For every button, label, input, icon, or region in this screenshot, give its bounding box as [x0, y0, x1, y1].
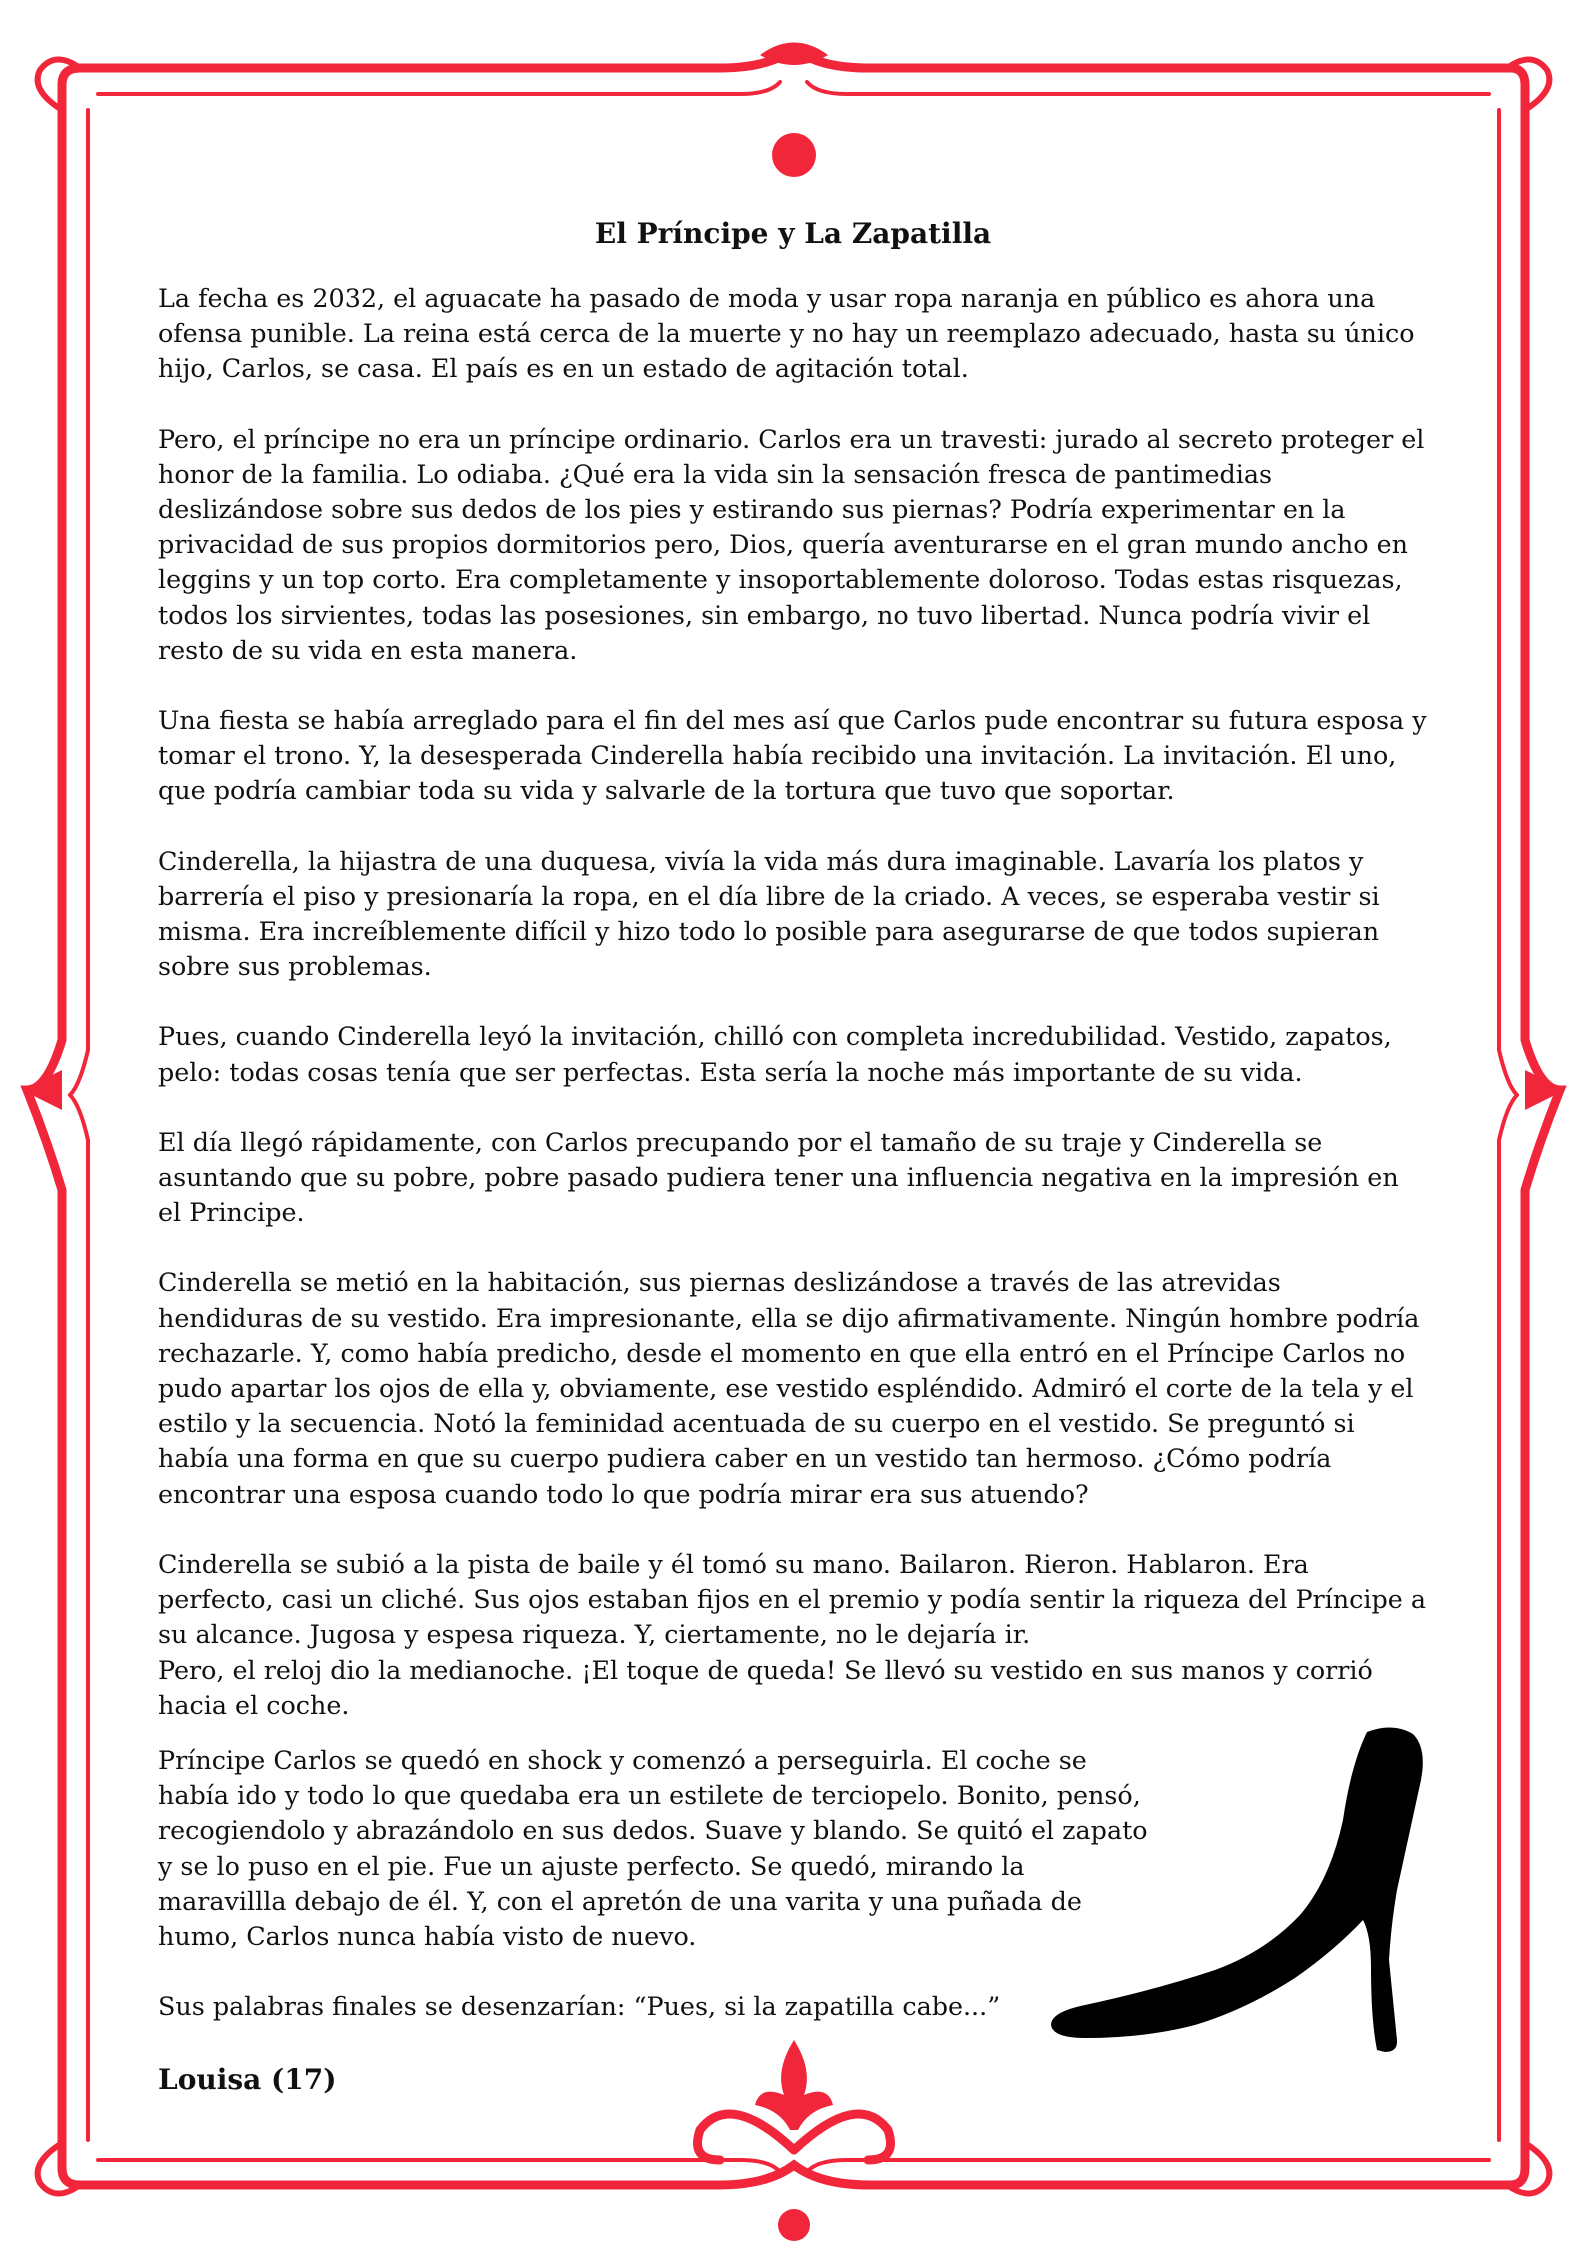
author-signature: Louisa (17)	[158, 2063, 337, 2097]
paragraph: Pero, el príncipe no era un príncipe ordinario. Carlos era un travesti: jurado al secreto proteger el honor de la familia. Lo odiaba. ¿Qué era la vida sin la sensación fresca de pantimedias deslizándose sobre sus dedos de los pies y estirando sus piernas? Podría experimentar en la privacidad de sus propios dormitorios pero, Dios, quería aventurarse en el gran mundo ancho en leggins y un top corto. Era completamente y insoportablemente doloroso. Todas estas risquezas, todos los sirvientes, todas las posesiones, sin embargo, no tuvo libertad. Nunca podría vivir el resto de su vida en esta manera.	[158, 423, 1425, 665]
paragraph: Cinderella, la hijastra de una duquesa, vivía la vida más dura imaginable. Lavaría los platos y barrería el piso y presionaría la ropa, en el día libre de la criado. A veces, se esperaba vestir si misma. Era increíblemente difícil y hizo todo lo posible para asegurarse de que todos supieran sobre sus problemas.	[158, 845, 1380, 982]
story-title: El Príncipe y La Zapatilla	[594, 217, 992, 250]
paragraph: Cinderella se metió en la habitación, sus piernas deslizándose a través de las atrevidas hendiduras de su vestido. Era impresionante, ella se dijo afirmativamente. Ningún hombre podría rechazarle. Y, como había predicho, desde el momento en que ella entró en el Príncipe Carlos no pudo apartar los ojos de ella y, obviamente, ese vestido espléndido. Admiró el corte de la tela y el estilo y la secuencia. Notó la feminidad acentuada de su cuerpo en el vestido. Se preguntó si había una forma en que su cuerpo pudiera caber en un vestido tan hermoso. ¿Cómo podría encontrar una esposa cuando todo lo que podría mirar era sus atuendo?	[158, 1267, 1420, 1509]
paragraph: Cinderella se subió a la pista de baile y él tomó su mano. Bailaron. Rieron. Hablaron. Era perfecto, casi un cliché. Sus ojos estaban fijos en el premio y podía sentir la riqueza del Príncipe a su alcance. Jugosa y espesa riqueza. Y, ciertamente, no le dejaría ir.	[158, 1548, 1426, 1650]
paragraph: Pero, el reloj dio la medianoche. ¡El toque de queda! Se llevó su vestido en sus manos y corrió hacia el coche.	[158, 1654, 1373, 1720]
paragraph: Príncipe Carlos se quedó en shock y comenzó a perseguirla. El coche se había ido y todo lo que quedaba era un estilete de terciopelo. Bonito, pensó, recogiendolo y abrazándolo en sus dedos. Suave y blando. Se quitó el zapato y se lo puso en el pie. Fue un ajuste perfecto. Se quedó, mirando la maravillla debajo de él. Y, con el apretón de una varita y una puñada de humo, Carlos nunca había visto de nuevo.	[158, 1744, 1148, 1951]
paragraph: Una fiesta se había arreglado para el fin del mes así que Carlos pude encontrar su futura esposa y tomar el trono. Y, la desesperada Cinderella había recibido una invitación. La invitación. El uno, que podría cambiar toda su vida y salvarle de la tortura que tuvo que soportar.	[158, 705, 1427, 806]
paragraph: Pues, cuando Cinderella leyó la invitación, chilló con completa incredubilidad. Vestido, zapatos, pelo: todas cosas tenía que ser perfectas. Esta sería la noche más importante de su vida.	[158, 1021, 1392, 1087]
high-heel-shoe-icon	[1045, 1720, 1445, 2060]
paragraph: La fecha es 2032, el aguacate ha pasado de moda y usar ropa naranja en público es ahora una ofensa punible. La reina está cerca de la muerte y no hay un reemplazo adecuado, hasta su único hijo, Carlos, se casa. El país es en un estado de agitación total.	[158, 283, 1415, 384]
paragraph: El día llegó rápidamente, con Carlos precupando por el tamaño de su traje y Cinderella se asuntando que su pobre, pobre pasado pudiera tener una influencia negativa en la impresión en el Principe.	[158, 1126, 1399, 1228]
closing-line: Sus palabras finales se desenzarían: “Pues, si la zapatilla cabe...”	[158, 1991, 1001, 2022]
